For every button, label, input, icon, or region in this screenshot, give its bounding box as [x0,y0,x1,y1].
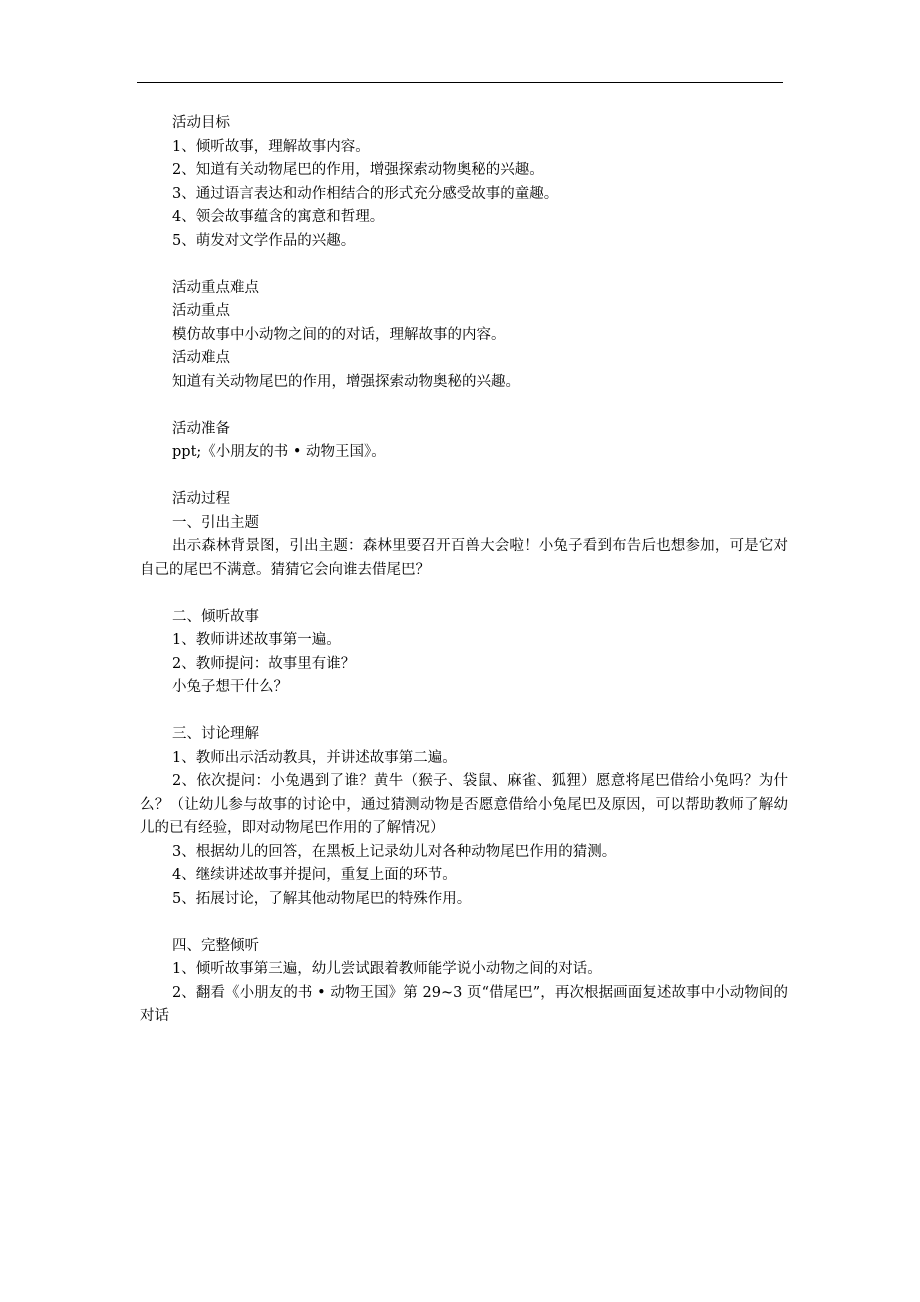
step3-title: 三、讨论理解 [172,726,259,742]
step2-title: 二、倾听故事 [172,608,259,625]
goals-heading: 活动目标 [172,115,230,131]
goal-item: 3、通过语言表达和动作相结合的形式充分感受故事的童趣。 [172,185,559,202]
step3-item: 2、依次提问：小兔遇到了谁？黄牛（猴子、袋鼠、麻雀、狐狸）愿意将尾巴借给小兔吗？为什么？（让幼儿参与故事的讨论中，通过猜测动物是否愿意借给小兔尾巴及原因，可以帮助教师了解幼儿的已有经验，即对动物尾巴作用的了解情况） [140,773,788,836]
prep-heading: 活动准备 [172,420,230,437]
goal-item: 4、领会故事蕴含的寓意和哲理。 [172,209,385,225]
step3-item: 3、根据幼儿的回答，在黑板上记录幼儿对各种动物尾巴作用的猜测。 [172,843,617,860]
step3-item: 4、继续讲述故事并提问，重复上面的环节。 [172,867,457,883]
focus-heading: 活动重点难点 [172,279,259,296]
step2-item: 小兔子想干什么？ [172,679,288,695]
process-heading: 活动过程 [172,491,230,507]
goal-item: 2、知道有关动物尾巴的作用，增强探索动物奥秘的兴趣。 [172,162,544,178]
spacer [140,465,790,489]
spacer [140,253,790,277]
difficulty-text: 知道有关动物尾巴的作用，增强探索动物奥秘的兴趣。 [172,373,520,390]
spacer [140,582,790,606]
spacer [140,700,790,724]
header-rule [137,82,783,83]
document-body [140,112,790,1029]
prep-text: ppt;《小朋友的书 • 动物王国》。 [172,444,386,460]
key-text: 模仿故事中小动物之间的的对话，理解故事的内容。 [172,326,506,343]
step1-title: 一、引出主题 [172,514,259,531]
goal-item: 5、萌发对文学作品的兴趣。 [172,232,356,249]
step4-item: 1、倾听故事第三遍，幼儿尝试跟着教师能学说小动物之间的对话。 [172,961,602,977]
step2-item: 1、教师讲述故事第一遍。 [172,632,341,648]
difficulty-label: 活动难点 [172,350,230,366]
step3-item: 1、教师出示活动教具，并讲述故事第二遍。 [172,749,457,766]
step1-text: 出示森林背景图，引出主题：森林里要召开百兽大会啦！小兔子看到布告后也想参加，可是它对自己的尾巴不满意。猜猜它会向谁去借尾巴？ [140,538,788,578]
step3-item: 5、拓展讨论，了解其他动物尾巴的特殊作用。 [172,890,472,907]
spacer [140,394,790,418]
step2-item: 2、教师提问：故事里有谁？ [172,655,356,672]
step4-item: 2、翻看《小朋友的书 • 动物王国》第 29~3 页“借尾巴”，再次根据画面复述故事中小动物间的对话 [140,984,788,1024]
spacer [140,911,790,935]
key-label: 活动重点 [172,303,230,319]
goal-item: 1、倾听故事，理解故事内容。 [172,138,370,155]
step4-title: 四、完整倾听 [172,937,259,954]
